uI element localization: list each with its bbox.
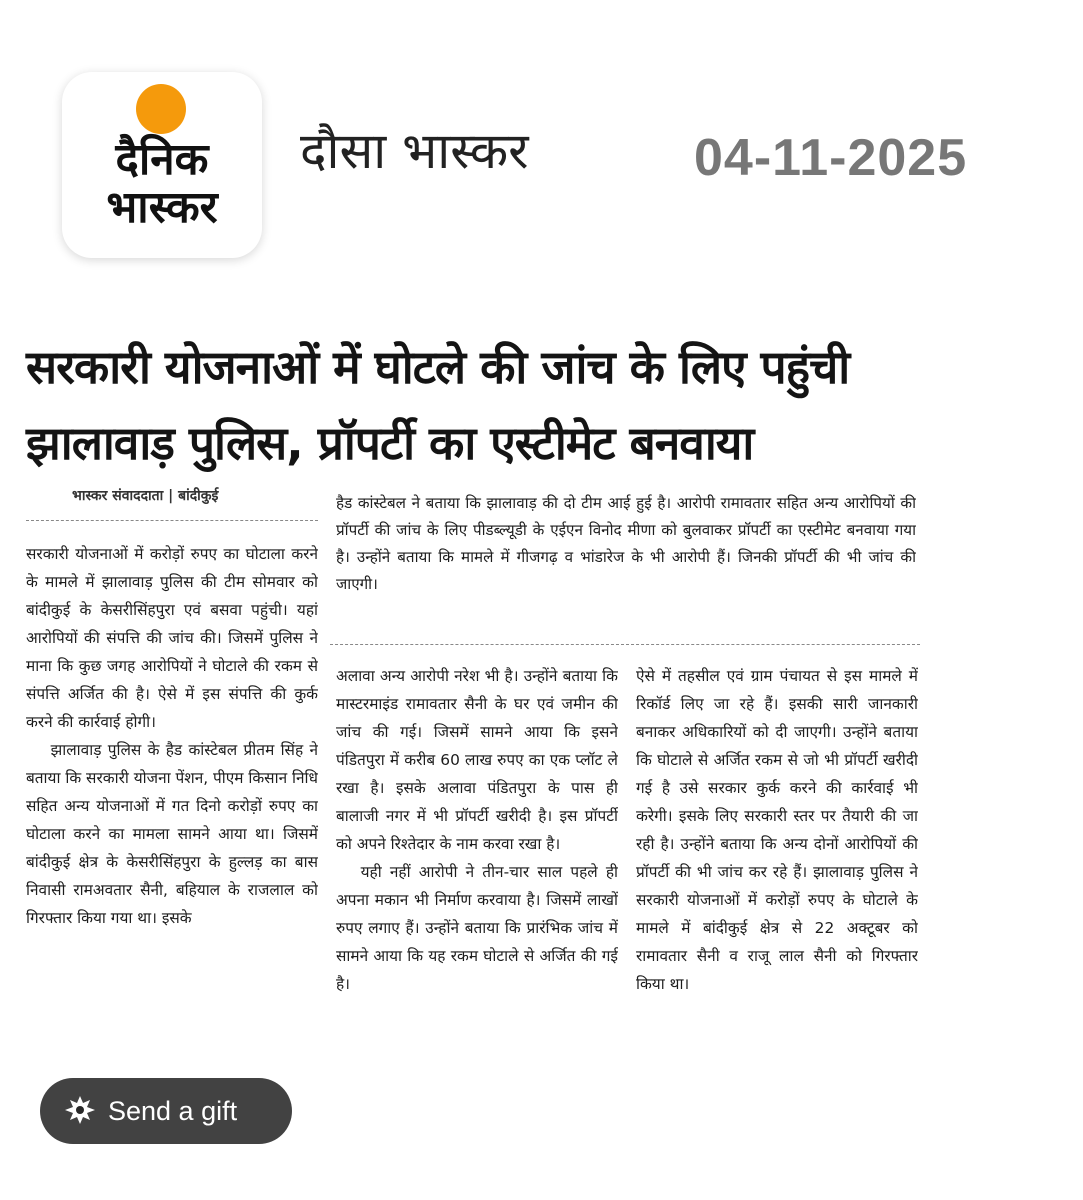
article-column-left	[26, 540, 318, 1140]
logo-sun-icon	[136, 84, 186, 134]
article-column-top	[336, 490, 916, 638]
edition-title: दौसा भास्कर	[300, 122, 529, 180]
article-paragraph: ऐसे में तहसील एवं ग्राम पंचायत से इस मामले में रिकॉर्ड लिए जा रहे हैं। इसकी सारी जानकारी बनाकर अधिकारियों को दी जाएगी। उन्होंने बताया कि घोटाले से अर्जित रकम से जो भी प्रॉपर्टी खरीदी गई है उसे सरकार कुर्क करने की कार्रवाई भी करेगी। इसके लिए सरकारी स्तर पर तैयारी की जा रही है। उन्होंने बताया कि अन्य दोनों आरोपियों की प्रॉपर्टी की भी जांच कर रहे हैं। झालावाड़ पुलिस ने सरकारी योजनाओं में करोड़ों रुपए के घोटाले के मामले में बांदीकुई क्षेत्र से 22 अक्टूबर को रामावतार सैनी व राजू लाल सैनी को गिरफ्तार किया था।	[636, 667, 918, 993]
logo-line-1: दैनिक	[115, 134, 209, 185]
newspaper-header	[0, 0, 1083, 300]
gift-icon	[62, 1093, 98, 1129]
send-gift-label: Send a gift	[108, 1095, 238, 1126]
article-column-right	[636, 662, 918, 1142]
send-gift-button[interactable]	[40, 1078, 292, 1144]
article-paragraph: सरकारी योजनाओं में करोड़ों रुपए का घोटाला करने के मामले में झालावाड़ पुलिस की टीम सोमवार को बांदीकुई के केसरीसिंहपुरा एवं बसवा पहुंची। यहां आरोपियों की संपत्ति की जांच की। जिसमें पुलिस ने माना कि कुछ जगह आरोपियों ने घोटाले की रकम से संपत्ति अर्जित की है। ऐसे में इस संपत्ति की कुर्क करने की कार्रवाई होगी।	[26, 545, 318, 731]
byline-divider	[26, 520, 318, 521]
article-paragraph: हैड कांस्टेबल ने बताया कि झालावाड़ की दो टीम आई हुई है। आरोपी रामावतार सहित अन्य आरोपियों की प्रॉपर्टी की जांच के लिए पीडब्ल्यूडी के एईएन विनोद मीणा को बुलवाकर प्रॉपर्टी का एस्टीमेट बनवाया गया है। उन्होंने बताया कि मामले में गीजगढ़ व भांडारेज के भी आरोपी हैं। जिनकी प्रॉपर्टी की भी जांच की जाएगी।	[336, 494, 916, 593]
article-paragraph: यही नहीं आरोपी ने तीन-चार साल पहले ही अपना मकान भी निर्माण करवाया है। जिसमें लाखों रुपए लगाए हैं। उन्होंने बताया कि प्रारंभिक जांच में सामने आया कि यह रकम घोटाले से अर्जित की गई है।	[336, 863, 618, 993]
article-column-middle	[336, 662, 618, 1142]
article-paragraph: झालावाड़ पुलिस के हैड कांस्टेबल प्रीतम सिंह ने बताया कि सरकारी योजना पेंशन, पीएम किसान निधि सहित अन्य योजनाओं में गत दिनो करोड़ों रुपए का घोटाला करने का मामला सामने आया था। जिसमें बांदीकुई क्षेत्र के केसरीसिंहपुरा के हुल्लड़ का बास निवासी रामअवतार सैनी, बहियाल के राजलाल को गिरफ्तार किया गया था। इसके	[26, 741, 318, 927]
logo-line-2: भास्कर	[106, 182, 218, 233]
byline: भास्कर संवाददाता | बांदीकुई	[72, 488, 219, 504]
edition-date: 04-11-2025	[694, 129, 968, 187]
article-paragraph: अलावा अन्य आरोपी नरेश भी है। उन्होंने बताया कि मास्टरमाइंड रामावतार सैनी के घर एवं जमीन की जांच की गई। जिसमें सामने आया कि इसने पंडितपुरा में करीब 60 लाख रुपए का एक प्लॉट ले रखा है। इसके अलावा पंडितपुरा के पास ही बालाजी नगर में भी प्रॉपर्टी खरीदी है। इस प्रॉपर्टी को अपने रिश्तेदार के नाम करवा रखा है।	[336, 667, 618, 853]
column-divider	[330, 644, 920, 645]
headline-line-1: सरकारी योजनाओं में घोटले की जांच के लिए पहुंची	[26, 340, 850, 394]
headline-line-2: झालावाड़ पुलिस, प्रॉपर्टी का एस्टीमेट बनवाया	[26, 416, 754, 470]
